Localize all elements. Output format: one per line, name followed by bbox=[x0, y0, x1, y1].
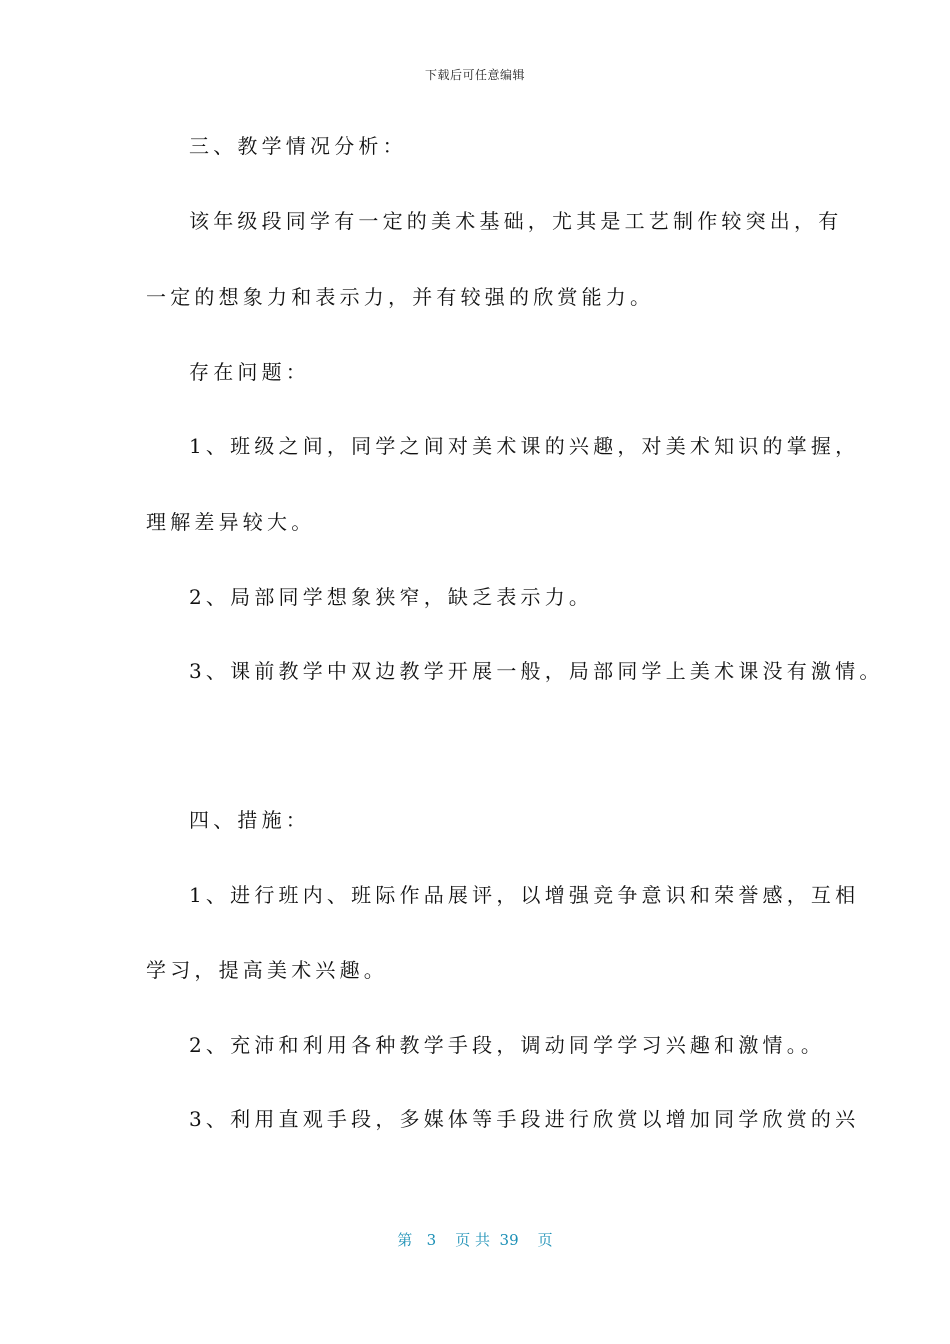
list-item-line: 2、充沛和利用各种教学手段，调动同学学习兴趣和激情。。 bbox=[189, 1033, 826, 1057]
section-heading-analysis: 三、教学情况分析： bbox=[189, 134, 407, 158]
list-item-line: 学习，提高美术兴趣。 bbox=[146, 958, 388, 982]
list-item-line: 1、进行班内、班际作品展评，以增强竞争意识和荣誉感，互相 bbox=[189, 883, 860, 907]
list-item-line: 3、课前教学中双边教学开展一般，局部同学上美术课没有激情。 bbox=[189, 659, 884, 683]
paragraph-line: 该年级段同学有一定的美术基础，尤其是工艺制作较突出，有 bbox=[189, 209, 843, 233]
paragraph-line: 一定的想象力和表示力，并有较强的欣赏能力。 bbox=[146, 285, 655, 309]
page-number-footer: 第 3 页 共 39 页 bbox=[397, 1231, 553, 1249]
subheading-problems: 存在问题： bbox=[189, 360, 310, 384]
list-item-line: 1、班级之间，同学之间对美术课的兴趣，对美术知识的掌握， bbox=[189, 434, 860, 458]
section-heading-measures: 四、措施： bbox=[189, 808, 310, 832]
list-item-line: 理解差异较大。 bbox=[146, 510, 316, 534]
list-item-line: 3、利用直观手段，多媒体等手段进行欣赏以增加同学欣赏的兴 bbox=[189, 1107, 860, 1131]
header-note: 下载后可任意编辑 bbox=[424, 68, 525, 82]
list-item-line: 2、局部同学想象狭窄，缺乏表示力。 bbox=[189, 585, 594, 609]
